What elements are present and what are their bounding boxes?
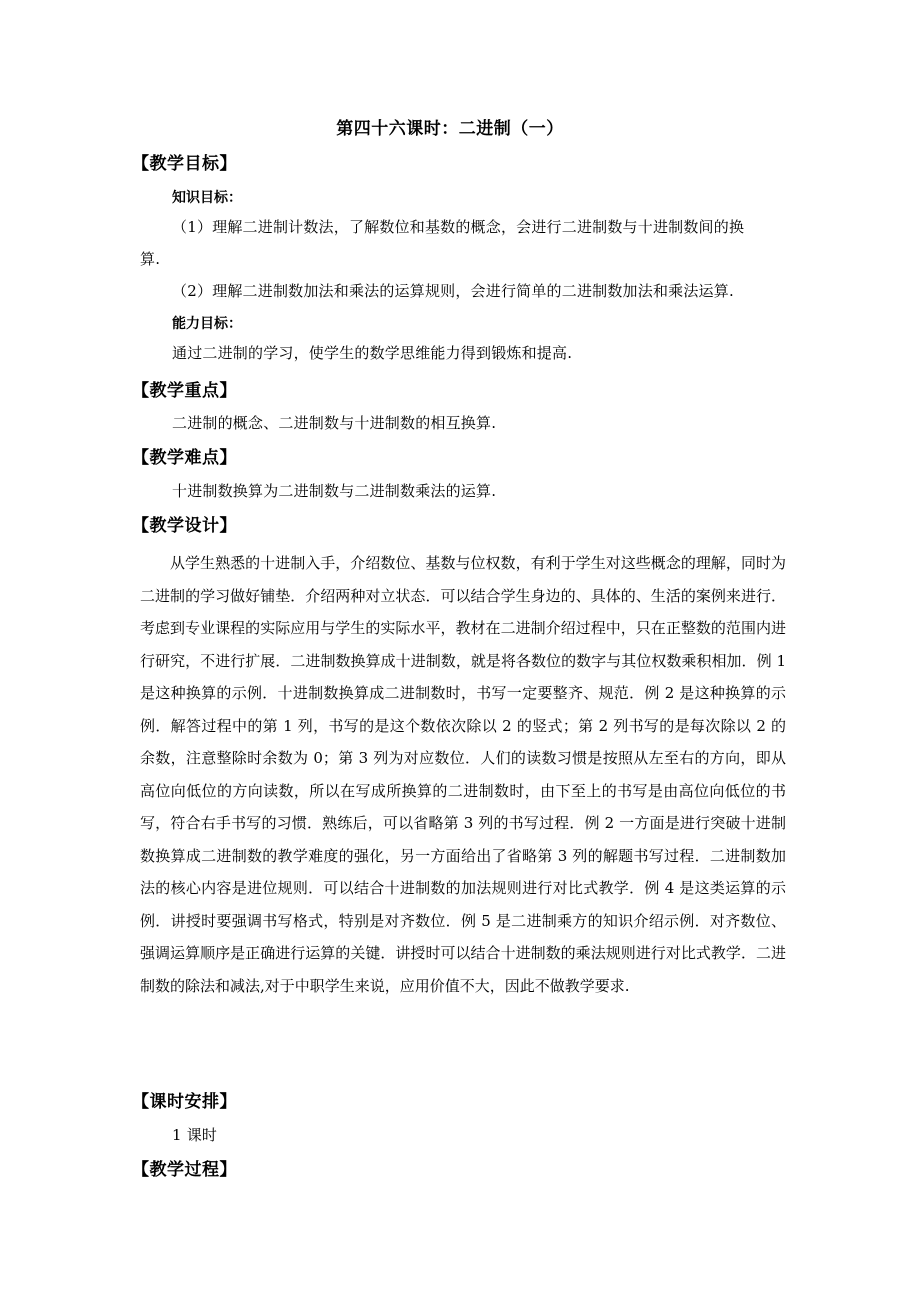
schedule-text: 1 课时 — [172, 1126, 218, 1144]
key-points-heading: 【教学重点】 — [132, 381, 237, 401]
difficulties-text: 十进制数换算为二进制数与二进制数乘法的运算. — [172, 482, 497, 500]
lesson-title-text: 第四十六课时：二进制（一） — [336, 119, 564, 139]
knowledge-item-2: （2）理解二进制数加法和乘法的运算规则，会进行简单的二进制数加法和乘法运算. — [172, 282, 734, 300]
knowledge-objective-label: 知识目标： — [172, 190, 242, 206]
key-points-text: 二进制的概念、二进制数与十进制数的相互换算. — [172, 414, 497, 432]
difficulties-heading: 【教学难点】 — [132, 448, 237, 468]
objectives-heading: 【教学目标】 — [132, 154, 237, 174]
design-heading: 【教学设计】 — [132, 516, 237, 536]
design-paragraph: 从学生熟悉的十进制入手，介绍数位、基数与位权数，有利于学生对这些概念的理解，同时为二进制的学习做好铺垫．介绍两种对立状态．可以结合学生身边的、具体的、生活的案例来进行．考虑到专业课程的实际应用与学生的实际水平，教材在二进制介绍过程中，只在正整数的范围内进行研究，不进行扩展．二进制数换算成十进制数，就是将各数位的数字与其位权数乘积相加．例 1 是这种换算的示例．十进制数换算成二进制数时，书写一定要整齐、规范．例 2 是这种换算的示例．解答过程中的第 1 列，书写的是这个数依次除以 2 的竖式；第 2 列书写的是每次除以 2 的余数，注意整除时余数为 0；第 3 列为对应数位．人们的读数习惯是按照从左至右的方向，即从高位向低位的方向读数，所以在写成所换算的二进制数时，由下至上的书写是由高位向低位的书写，符合右手书写的习惯．熟练后，可以省略第 3 列的书写过程．例 2 一方面是进行突破十进制数换算成二进制数的教学难度的强化，另一方面给出了省略第 3 列的解题书写过程．二进制数加法的核心内容是进位规则．可以结合十进制数的加法规则进行对比式教学．例 4 是这类运算的示例．讲授时要强调书写格式，特别是对齐数位．例 5 是二进制乘方的知识介绍示例．对齐数位、强调运算顺序是正确进行运算的关键．讲授时可以结合十进制数的乘法规则进行对比式教学．二进制数的除法和减法,对于中职学生来说，应用价值不大，因此不做教学要求. — [140, 554, 786, 995]
lesson-title — [0, 114, 920, 139]
ability-objective-label: 能力目标： — [172, 316, 242, 332]
schedule-heading: 【课时安排】 — [132, 1092, 237, 1112]
process-heading: 【教学过程】 — [132, 1160, 237, 1180]
knowledge-item-1-line-2: 算. — [140, 250, 161, 268]
knowledge-item-1-line-1: （1）理解二进制计数法，了解数位和基数的概念，会进行二进制数与十进制数间的换 — [172, 218, 745, 236]
ability-objective-text: 通过二进制的学习，使学生的数学思维能力得到锻炼和提高. — [172, 344, 573, 362]
